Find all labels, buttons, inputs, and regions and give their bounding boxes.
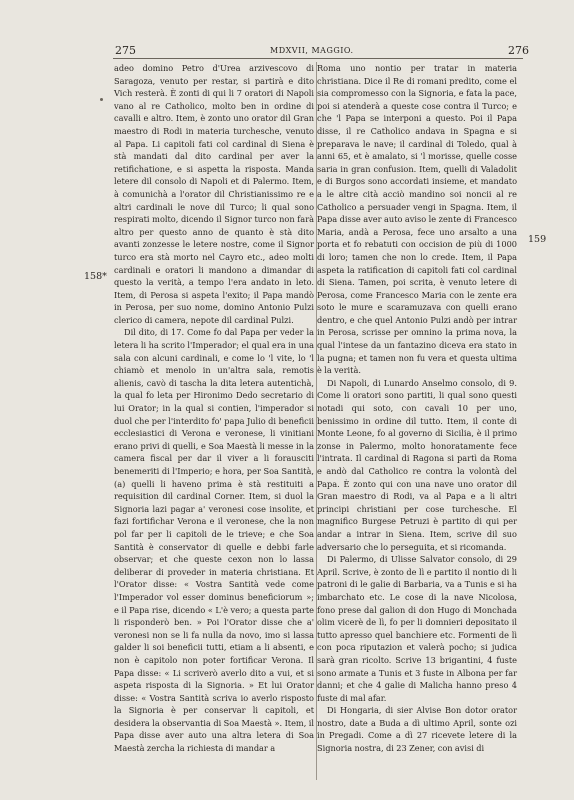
left-margin-note: 158* [84,271,107,282]
page-header [0,44,574,58]
left-column [114,62,314,755]
right-column [317,62,517,755]
right-page-number: 276 [508,44,529,57]
paragraph: adeo domino Petro d'Urea arzivescovo di Saragoza, venuto per restar, si partirà e dito Vich resterà. È zonti di qui li 7 oratori di Napoli vano al re Catholico, molto ben in ordine di cavalli e altro. Item, è zonto uno orator dil Gran maestro di Rodi in materia turchesche, venuto al Papa. Li capitoli fati col cardinal di Siena è stà mandati dal dito cardinal per aver la retifichatione, e si aspetta la risposta. Manda letere dil consolo di Napoli et di Palermo. Item, à comunichà a l'orator dil Christianissimo re e altri cardinali le nove dil Turco; li qual sono respirati molto, dicendo il Signor turco non farà altro per questo anno de quanto è stà dito avanti zonzesse le letere nostre, come il Signor turco era stà morto nel Cayro etc., adeo molti cardinali e oratori li mandono a dimandar di questo la verità, a tempo l'era andato in leto. Item, di Perosa si aspeta l'exito; il Papa mandò in Perosa, per suo nome, domino Antonio Pulzi clerico di camera, nepote dil cardinal Pulzi. [114,63,314,325]
paragraph: Di Hongaria, di sier Alvise Bon dotor orator nostro, date a Buda a dì ultimo April, sonte ozi in Pregadi. Come a dì 27 ricevete letere di la Signoria nostra, di 23 Zener, con avisi di [317,705,517,754]
paragraph: Roma uno nontio per tratar in materia christiana. Dice il Re di romani predito, come el sia compromesso con la Signoria, e fata la pace, poi si atenderà a queste cose contra il Turco; e che 'l Papa se interponi a questo. Poi il Papa disse, il re Catholico andava in Spagna e si preparava le nave; il cardinal di Toledo, qual à anni 65, et è amalato, si 'l morisse, quelle cosse saria in gran confusion. Item, quelli di Valadolit e di Burgos sono accordati insieme, et mandato a le altre cità acciò mandino soi noncii al re Catholico a persuader vengi in Spagna. Item, il Papa disse aver auto aviso le zente di Francesco Maria, andà a Perosa, fece uno arsalto a una porta et fo rebatuti con occision de più di 1000 di loro; tamen che non lo crede. Item, il Papa aspeta la ratification di capitoli fati col cardinal di Siena. Tamen, poi scrita, è venuto letere di Perosa, come Francesco Maria con le zente era soto le mure e scaramuzava con quelli erano dentro, e che quel Antonio Pulzi andò per intrar in Perosa, scrisse per omnino la prima nova, la qual l'intese da un fantazino diceva era stato in la pugna; et tamen non fu vera et questa ultima è la verità. [317,63,517,376]
running-title: MDXVII, MAGGIO. [270,46,354,55]
paragraph: Di Palermo, di Ulisse Salvator consolo, di 29 April. Scrive, è zonto de lì e partito il nontio di li patroni di le galie di Barbaria, va a Tunis e si ha imbarchato etc. Le cose di la nave Nicolosa, fono prese dal galion di don Hugo di Monchada olim vicerè de lì, fo per li domnieri depositato il tutto apresso quel banchiere etc. Formenti de lì con poca riputazion et valerà pocho; si judica sarà gran ricolto. Scrive 13 brigantini, 4 fuste sono armate a Tunis et 3 fuste in Albona per far danni; et che 4 galie di Malicha hanno preso 4 fuste di mal afar. [317,554,517,703]
paragraph: Dil dito, di 17. Come fo dal Papa per veder la letera li ha scrito l'Imperador; el qual era in una sala con alcuni cardinali, e come lo 'l vite, lo 'l chiamò et menolo in un'altra sala, remotis alienis, cavò di tascha la dita letera autentichà, la qual fo leta per Hironimo Dedo secretario di lui Orator; in la qual si contien, l'imperador si duol che per l'interdito fo' papa Julio di beneficii ecclesiastici di Verona e veronese, li vinitiani erano privi di quelli, e Soa Maestà li messe in la camera fiscal per dar il viver a li forausciti benemeriti di l'Imperio; e hora, per Soa Santità, (a) quelli li haveno prima è stà restituiti a requisition dil cardinal Corner. Item, si duol la Signoria lazi pagar a' veronesi cose insolite, et fazi fortifichar Verona e il veronese, che la non pol far per li capitoli de le trieve; e che Soa Santità è conservator di quelle e debbi farle observar; et che queste cexon non lo lassa deliberar di proveder in materia christiana. Et l'Orator disse: « Vostra Santità vede come l'Imperador vol esser dominus beneficiorum »; e il Papa rise, dicendo « L'è vero; a questa parte li risponderò ben. » Poi l'Orator disse che a' veronesi non se li fa nulla da novo, imo si lassa galder li soi beneficii tutti, etiam a li absenti, e non è capitolo non poter fortificar Verona. Il Papa disse: « Li scriverò averlo dito a vui, et si aspeta risposta di la Signoria. » Et lui Orator disse: « Vostra Santità scriva io averlo risposto la Signoria è per conservar li capitoli, et desidera la observantia di Soa Maestà ». Item, il Papa disse aver auto una altra letera di Soa Maestà zercha la richiesta di mandar a [114,327,314,754]
paragraph: Di Napoli, di Lunardo Anselmo consolo, di 9. Come li oratori sono partiti, li qual sono questi notadi qui soto, con cavali 10 per uno, benissimo in ordine dil tutto. Item, il conte di Monte Leone, fo al governo di Sicilia, è il primo zonse in Palermo, molto honoratamente fece l'intrata. Il cardinal di Ragona si partì da Roma e andò dal Catholico re contra la volontà del Papa. È zonto qui con una nave uno orator dil Gran maestro di Rodi, va al Papa e a li altri principi christiani per cose turchesche. El magnifico Burgese Petruzi è partito di qui per andar a intrar in Siena. Item, scrive dil suo adversario che lo perseguita, et si ricomanda. [317,377,517,552]
margin-mark [100,98,103,101]
left-page-number: 275 [115,44,136,57]
header-rule [113,58,523,59]
right-margin-note: 159 [528,234,547,245]
